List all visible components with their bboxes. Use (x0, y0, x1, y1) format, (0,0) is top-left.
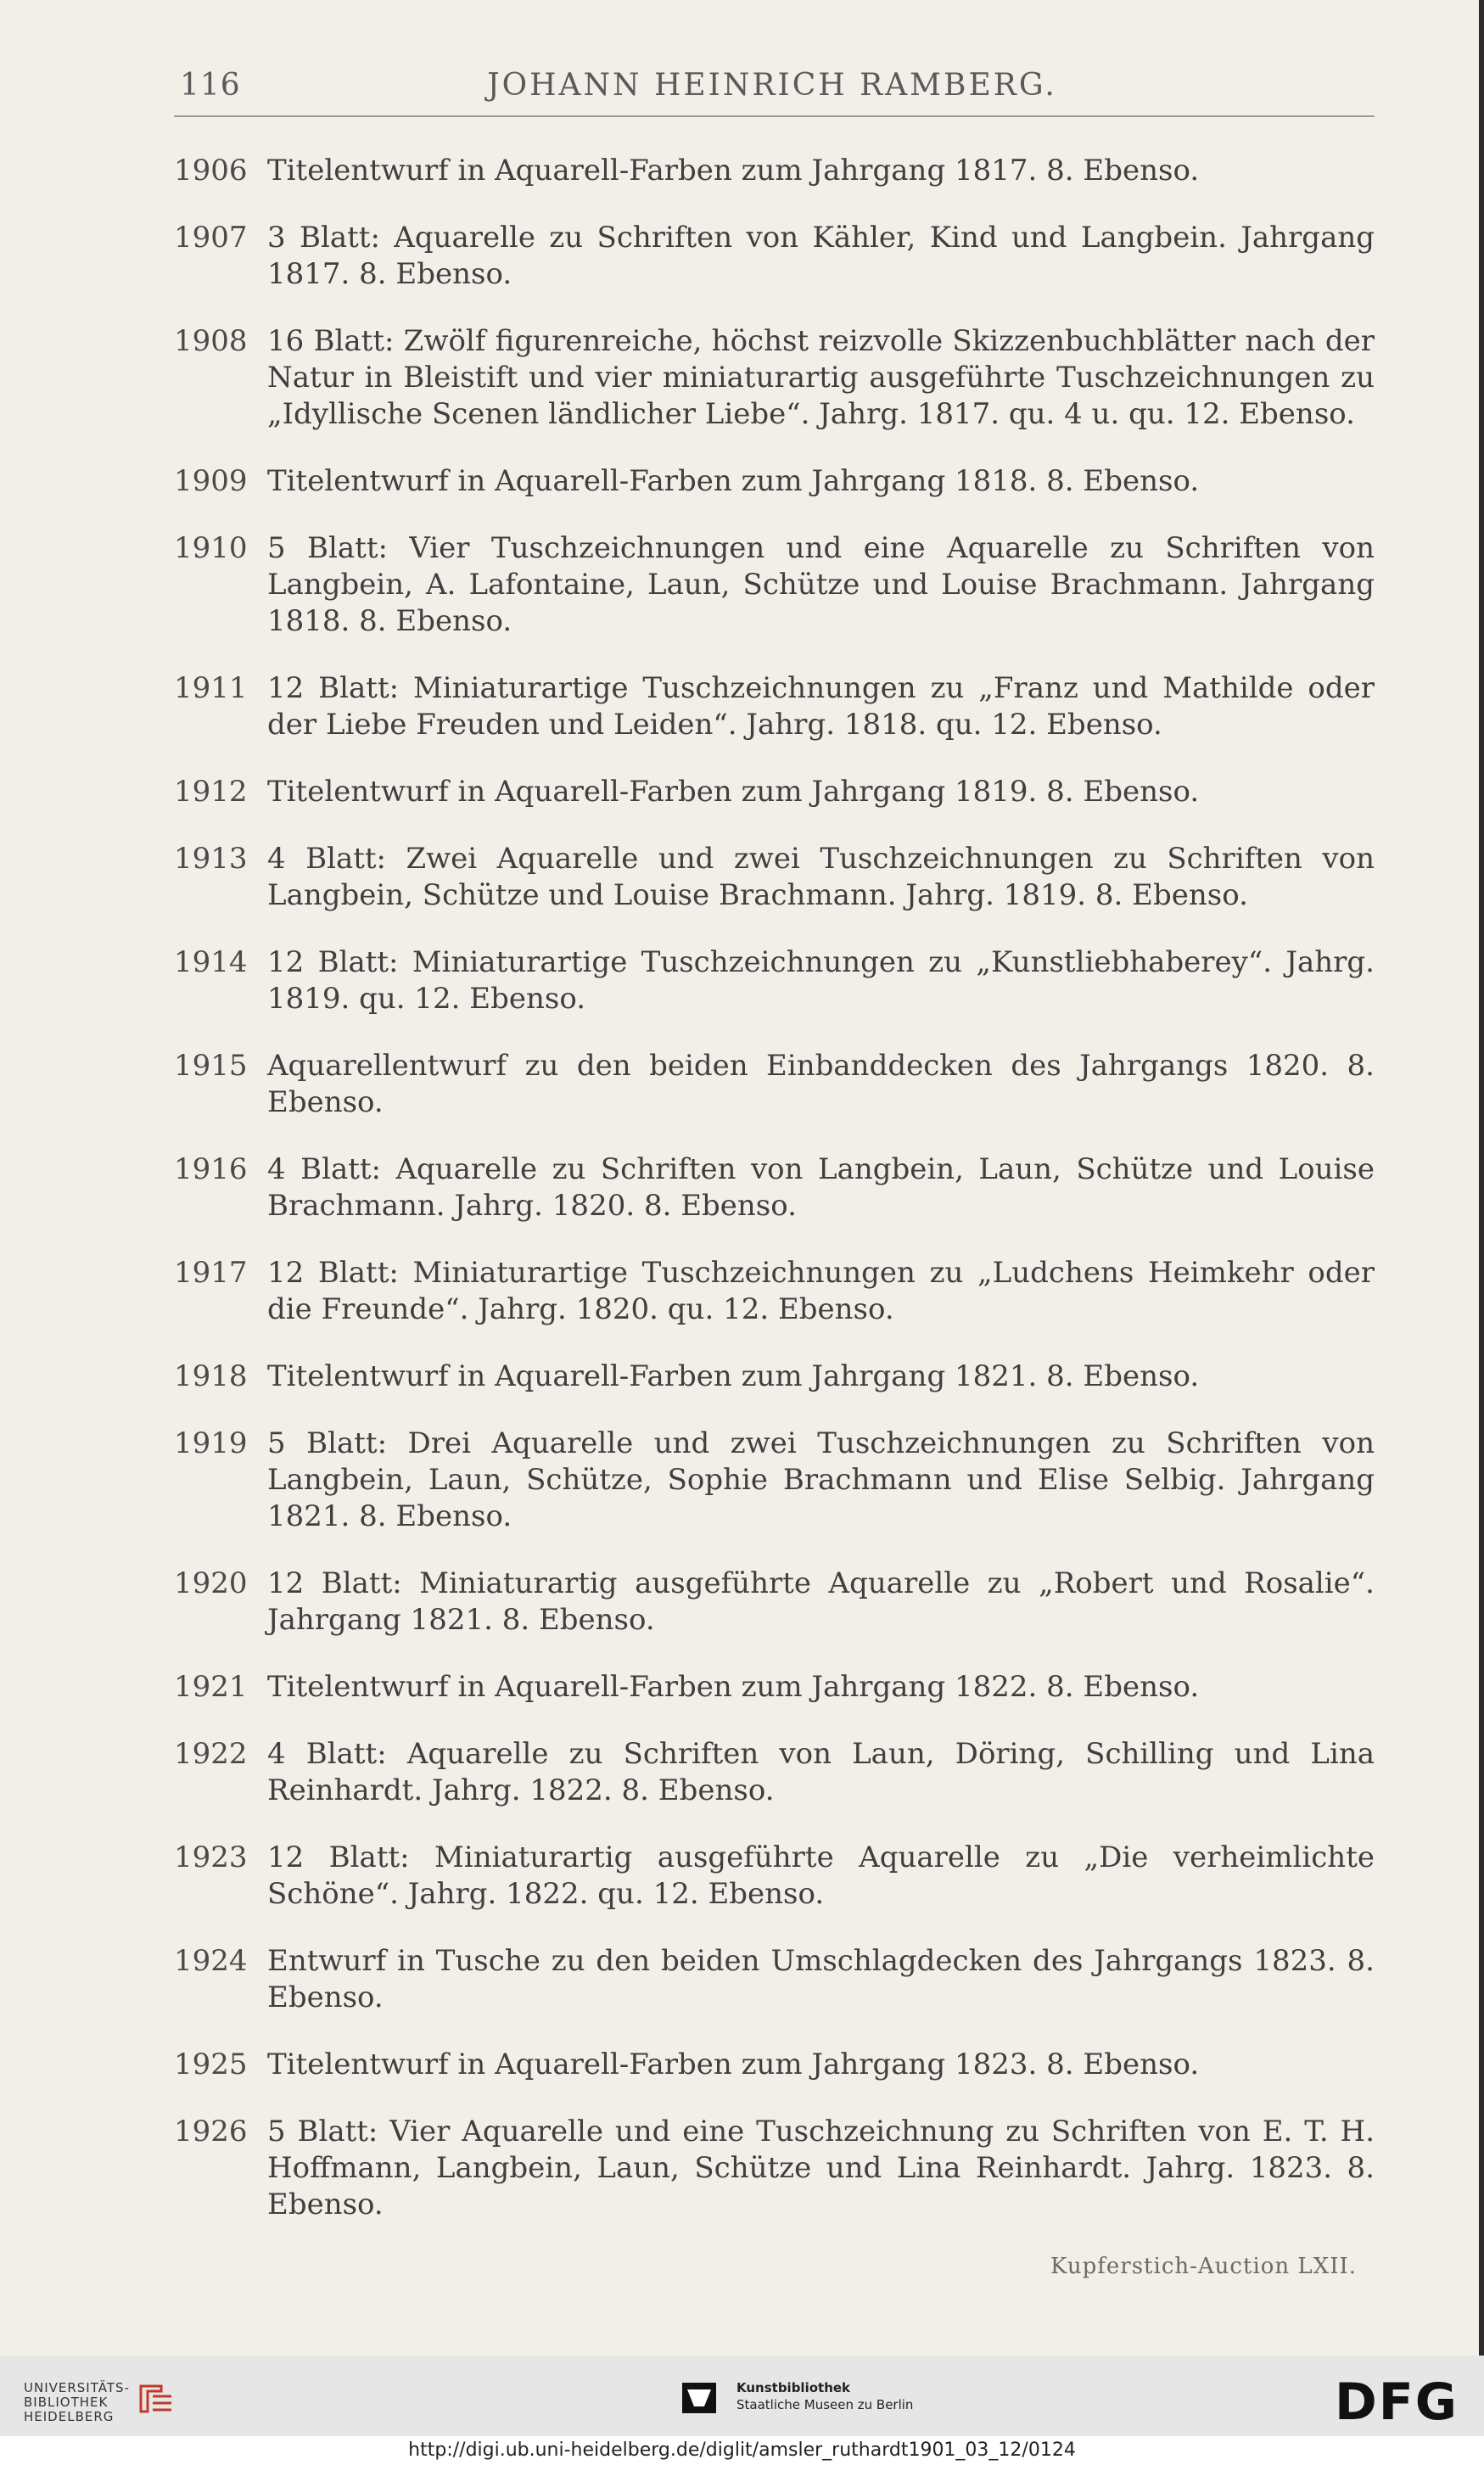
catalogue-entry (174, 1151, 1375, 1224)
entry-number: 1912 (174, 775, 248, 809)
catalogue-entry (174, 670, 1375, 743)
catalogue-entry (174, 1426, 1375, 1535)
entry-number: 1914 (174, 945, 248, 979)
entry-text: 4 Blatt: Aquarelle zu Schriften von Laun, Döring, Schilling und Lina Reinhardt. Jahrg. 1822. 8. Ebenso. (267, 1737, 1375, 1807)
entry-text: 12 Blatt: Miniaturartige Tuschzeichnungen zu „Franz und Mathilde oder der Liebe Freuden und Leiden“. Jahrg. 1818. qu. 12. Ebenso. (267, 671, 1375, 742)
library-footer-band (0, 2356, 1484, 2436)
entry-text: 12 Blatt: Miniaturartige Tuschzeichnungen zu „Ludchens Heimkehr oder die Freunde“. Jahrg. 1820. qu. 12. Ebenso. (267, 1256, 1375, 1326)
entry-number: 1919 (174, 1426, 248, 1460)
entry-text: 3 Blatt: Aquarelle zu Schriften von Kähler, Kind und Langbein. Jahrgang 1817. 8. Ebenso. (267, 221, 1375, 291)
entry-number: 1924 (174, 1944, 248, 1978)
catalogue-entry (174, 1840, 1375, 1913)
catalogue-entry (174, 1943, 1375, 2016)
catalogue-entry (174, 2047, 1375, 2083)
entry-text: 5 Blatt: Vier Tuschzeichnungen und eine Aquarelle zu Schriften von Langbein, A. Lafontaine, Laun, Schütze und Louise Brachmann. Jahrgang 1818. 8. Ebenso. (267, 531, 1375, 638)
catalogue-entry (174, 2114, 1375, 2223)
entry-number: 1925 (174, 2048, 248, 2081)
entry-text: Titelentwurf in Aquarell-Farben zum Jahrgang 1817. 8. Ebenso. (267, 154, 1200, 188)
page-edge-shadow (1479, 0, 1484, 2356)
catalogue-entry (174, 944, 1375, 1017)
catalogue-entry (174, 530, 1375, 640)
entry-number: 1906 (174, 154, 248, 188)
entry-number: 1908 (174, 324, 248, 358)
catalogue-entry (174, 1566, 1375, 1639)
catalogue-entries (174, 153, 1375, 2254)
catalogue-entry (174, 841, 1375, 914)
entry-text: 5 Blatt: Vier Aquarelle und eine Tuschzeichnung zu Schriften von E. T. H. Hoffmann, Langbein, Laun, Schütze und Lina Reinhardt. Jahrg. 1823. 8. Ebenso. (267, 2115, 1375, 2221)
entry-text: 4 Blatt: Aquarelle zu Schriften von Langbein, Laun, Schütze und Louise Brachmann. Jahrg. 1820. 8. Ebenso. (267, 1152, 1375, 1223)
entry-text: 12 Blatt: Miniaturartige Tuschzeichnungen zu „Kunstliebhaberey“. Jahrg. 1819. qu. 12. Ebenso. (267, 945, 1375, 1016)
entry-text: Entwurf in Tusche zu den beiden Umschlagdecken des Jahrgangs 1823. 8. Ebenso. (267, 1944, 1375, 2014)
catalogue-entry (174, 153, 1375, 189)
entry-number: 1926 (174, 2115, 248, 2148)
university-emblem-icon (136, 2378, 176, 2418)
entry-text: 12 Blatt: Miniaturartig ausgeführte Aquarelle zu „Die verheimlichte Schöne“. Jahrg. 1822. qu. 12. Ebenso. (267, 1840, 1375, 1911)
catalogue-entry (174, 323, 1375, 433)
entry-number: 1910 (174, 531, 248, 565)
entry-number: 1911 (174, 671, 248, 705)
entry-number: 1916 (174, 1152, 248, 1186)
entry-number: 1915 (174, 1049, 248, 1083)
catalogue-entry (174, 774, 1375, 810)
entry-text: Titelentwurf in Aquarell-Farben zum Jahrgang 1818. 8. Ebenso. (267, 464, 1200, 498)
header-rule (174, 115, 1375, 117)
entry-text: 16 Blatt: Zwölf figurenreiche, höchst reizvolle Skizzenbuchblätter nach der Natur in Bleistift und vier miniaturartig ausgeführte Tuschzeichnungen zu „Idyllische Scenen ländlicher Liebe“. Jahrg. 1817. qu. 4 u. qu. 12. Ebenso. (267, 324, 1375, 431)
kunstbibliothek-label: Kunstbibliothek Staatliche Museen zu Berlin (736, 2380, 914, 2412)
catalogue-entry (174, 463, 1375, 500)
entry-text: Titelentwurf in Aquarell-Farben zum Jahrgang 1823. 8. Ebenso. (267, 2048, 1200, 2081)
page-header (170, 68, 1375, 110)
catalogue-entry (174, 220, 1375, 293)
entry-text: 12 Blatt: Miniaturartig ausgeführte Aquarelle zu „Robert und Rosalie“. Jahrgang 1821. 8. Ebenso. (267, 1566, 1375, 1637)
dfg-logo[interactable]: DFG (1334, 2373, 1459, 2432)
footer-note: Kupferstich-Auction LXII. (1050, 2254, 1357, 2279)
entry-text: 4 Blatt: Zwei Aquarelle und zwei Tuschzeichnungen zu Schriften von Langbein, Schütze und Louise Brachmann. Jahrg. 1819. 8. Ebenso. (267, 842, 1375, 912)
entry-number: 1922 (174, 1737, 248, 1771)
running-title: JOHANN HEINRICH RAMBERG. (487, 68, 1057, 103)
kunstbibliothek-logo-icon[interactable] (679, 2378, 720, 2418)
entry-number: 1907 (174, 221, 248, 255)
permalink-url[interactable]: http://digi.ub.uni-heidelberg.de/diglit/amsler_ruthardt1901_03_12/0124 (408, 2440, 1076, 2461)
entry-text: Aquarellentwurf zu den beiden Einbanddecken des Jahrgangs 1820. 8. Ebenso. (267, 1049, 1375, 1119)
catalogue-entry (174, 1359, 1375, 1395)
catalogue-entry (174, 1048, 1375, 1121)
entry-text: 5 Blatt: Drei Aquarelle und zwei Tuschzeichnungen zu Schriften von Langbein, Laun, Schütze, Sophie Brachmann und Elise Selbig. Jahrgang 1821. 8. Ebenso. (267, 1426, 1375, 1533)
entry-number: 1917 (174, 1256, 248, 1290)
university-library-logo[interactable]: UNIVERSITÄTS- BIBLIOTHEK HEIDELBERG (24, 2380, 130, 2424)
entry-text: Titelentwurf in Aquarell-Farben zum Jahrgang 1821. 8. Ebenso. (267, 1359, 1200, 1393)
entry-text: Titelentwurf in Aquarell-Farben zum Jahrgang 1819. 8. Ebenso. (267, 775, 1200, 809)
entry-number: 1909 (174, 464, 248, 498)
entry-number: 1918 (174, 1359, 248, 1393)
catalogue-entry (174, 1736, 1375, 1809)
catalogue-entry (174, 1255, 1375, 1328)
entry-text: Titelentwurf in Aquarell-Farben zum Jahrgang 1822. 8. Ebenso. (267, 1670, 1200, 1704)
entry-number: 1923 (174, 1840, 248, 1874)
page-number: 116 (180, 68, 241, 103)
entry-number: 1913 (174, 842, 248, 876)
entry-number: 1920 (174, 1566, 248, 1600)
entry-number: 1921 (174, 1670, 248, 1704)
catalogue-entry (174, 1669, 1375, 1706)
